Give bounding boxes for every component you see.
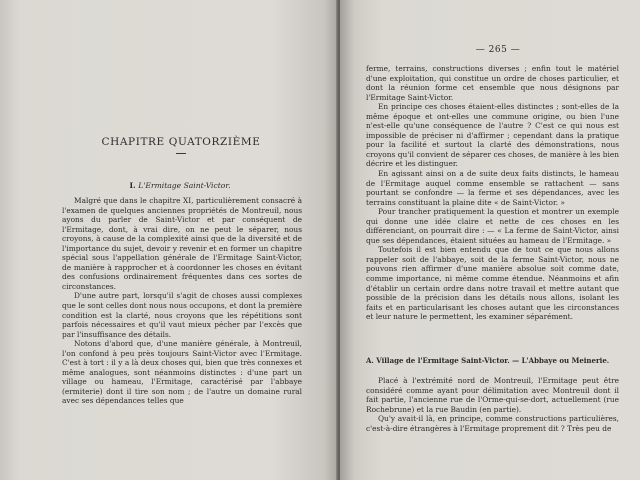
section-title bbox=[80, 181, 280, 190]
paragraph: Pour trancher pratiquement la question et montrer un exemple qui donne une idée claire et nette de ces choses en les différenciant, on pourrait dire : — « La ferme de Saint-Victor, ainsi que ses dépendances, étaient situées au hameau de l'Ermitage. » bbox=[366, 207, 619, 245]
right-body-text bbox=[366, 64, 619, 322]
paragraph: Notons d'abord que, d'une manière générale, à Montreuil, l'on confond à peu près toujours Saint-Victor avec l'Ermitage. C'est à tort : il y a là deux choses qui, bien que très connexes et même analogues, sont néanmoins distinctes : d'une part un village ou hameau, l'Ermitage, caractérisé par l'abbaye (ermiterie) dont il tire son nom ; de l'autre un domaine rural avec ses dépendances telles que bbox=[62, 339, 302, 406]
chapter-title: CHAPITRE QUATORZIÈME bbox=[101, 136, 261, 148]
page-number: — 265 — bbox=[475, 45, 521, 55]
paragraph: Qu'y avait-il là, en principe, comme constructions particulières, c'est-à-dire étrangères à l'Ermitage proprement dit ? Très peu de bbox=[366, 414, 619, 433]
right-body-text-2 bbox=[366, 376, 619, 433]
paragraph: Toutefois il est bien entendu que de tout ce que nous allons rappeler soit de l'abbaye, soit de la ferme Saint-Victor, nous ne pouvons rien affirmer d'une manière absolue soit comme date, comme importance, ni même comme étendue. Néanmoins et afin d'établir un certain ordre dans notre travail et mettre autant que possible de la précision dans les détails nous allons, isolant les faits et en particularisant les choses autant que les circonstances et leur nature le permettent, les examiner séparément. bbox=[366, 245, 619, 322]
section-title-text: L'Ermitage Saint-Victor. bbox=[138, 181, 231, 190]
paragraph: En agissant ainsi on a de suite deux faits distincts, le hameau de l'Ermitage auquel comme ensemble se rattachent — sans pourtant se confondre — la ferme et ses dépendances, avec les terrains constituant la plaine dite « de Saint-Victor. » bbox=[366, 169, 619, 207]
section-subheading: A. Village de l'Ermitage Saint-Victor. — L'Abbaye ou Meinerie. bbox=[366, 356, 610, 365]
section-title-prefix: I. bbox=[129, 181, 136, 190]
paragraph: En principe ces choses étaient-elles distinctes ; sont-elles de la même époque et ont-elles une commune origine, ou bien l'une n'est-elle qu'une conséquence de l'autre ? C'est ce qui nous est impossible de préciser ni d'affirmer ; cependant dans la pratique pour la facilité et surtout la clarté des démonstrations, nous croyons qu'il convient de séparer ces choses, de manière à les bien décrire et les distinguer. bbox=[366, 102, 619, 169]
paragraph: Malgré que dans le chapitre XI, particulièrement consacré à l'examen de quelques anciennes propriétés de Montreuil, nous ayons du parler de Saint-Victor et par conséquent de l'Ermitage, dont, à vrai dire, on ne peut le séparer, nous croyons, à cause de la complexité ainsi que de la diversité et de l'importance du sujet, devoir y revenir et en former un chapitre spécial sous l'appellation générale de l'Ermitage Saint-Victor, de manière à rapprocher et à coordonner les choses en évitant des confusions ordinairement fréquentes dans ces sortes de circonstances. bbox=[62, 196, 302, 291]
paragraph: Placé à l'extrémité nord de Montreuil, l'Ermitage peut être considéré comme ayant pour délimitation avec Montreuil dont il fait partie, l'ancienne rue de l'Orme-qui-se-dort, actuellement (rue Rochebrune) et la rue Baudin (en partie). bbox=[366, 376, 619, 414]
left-body-text bbox=[62, 196, 302, 406]
title-rule bbox=[176, 153, 186, 154]
paragraph: ferme, terrains, constructions diverses ; enfin tout le matériel d'une exploitation, qui constitue un ordre de choses particulier, et dont la réunion forme cet ensemble que nous désignons par l'Ermitage Saint-Victor. bbox=[366, 64, 619, 102]
right-page bbox=[340, 0, 640, 480]
paragraph: D'une autre part, lorsqu'il s'agit de choses aussi complexes que le sont celles dont nous nous occupons, et dont la première condition est la clarté, nous croyons que les répétitions sont parfois nécessaires et qu'il vaut mieux pécher par l'excès que par l'insuffisance des détails. bbox=[62, 291, 302, 339]
